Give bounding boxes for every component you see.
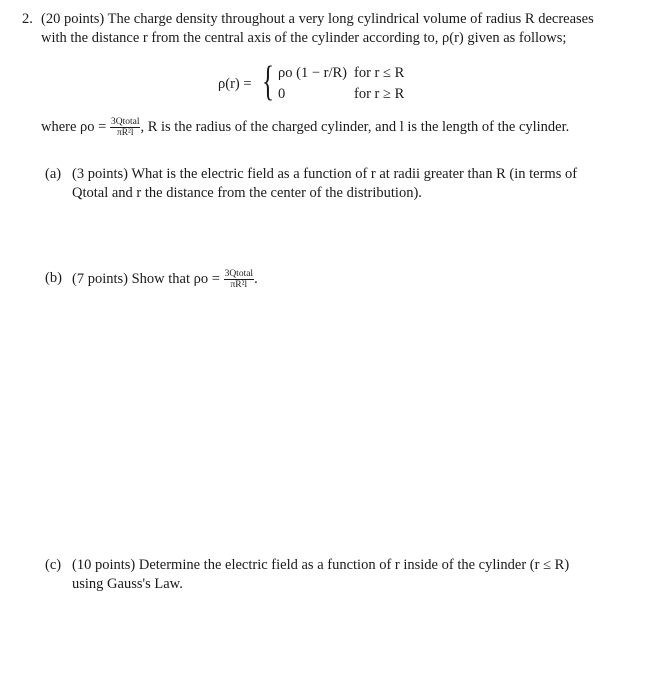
problem-intro: (20 points) The charge density throughout a very long cylindrical volume of radius R decreases with the distance r from the central axis of the cylinder according to, ρ(r) given as follows; [41,11,594,46]
case2-expression: 0 [278,86,286,102]
part-b-fraction [224,269,255,290]
part-c-label: (c) [45,557,62,573]
fraction-numerator: 3Qtotal [110,117,140,127]
part-b-label: (b) [45,270,62,286]
where-prefix: where ρo = [41,118,107,135]
part-c-text: (10 points) Determine the electric field as a function of r inside of the cylinder (r ≤ R) using Gauss's Law. [72,557,570,592]
part-a-text: (3 points) What is the electric field as a function of r at radii greater than R (in terms of Qtotal and r the distance from the center of the distribution). [72,166,578,201]
where-suffix: , R is the radius of the charged cylinder, and l is the length of the cylinder. [140,118,570,135]
part-b-numerator: 3Qtotal [224,269,254,279]
rho-fraction [110,117,141,138]
case1-condition: for r ≤ R [354,65,405,81]
part-b-text: (7 points) Show that ρo = [72,270,220,287]
fraction-denominator: πR²l [116,128,134,138]
problem-number: 2. [22,11,33,27]
where-clause [41,117,601,138]
part-b-body [72,269,602,290]
part-b-denominator: πR²l [230,280,248,290]
equation-lhs: ρ(r) = [218,76,252,92]
case2-condition: for r ≥ R [354,86,405,102]
charge-density-equation [218,59,448,106]
case1-expression: ρo (1 − r/R) [278,65,347,81]
part-a-label: (a) [45,166,62,182]
left-brace-icon: { [262,59,275,105]
part-b-period: . [254,270,258,287]
